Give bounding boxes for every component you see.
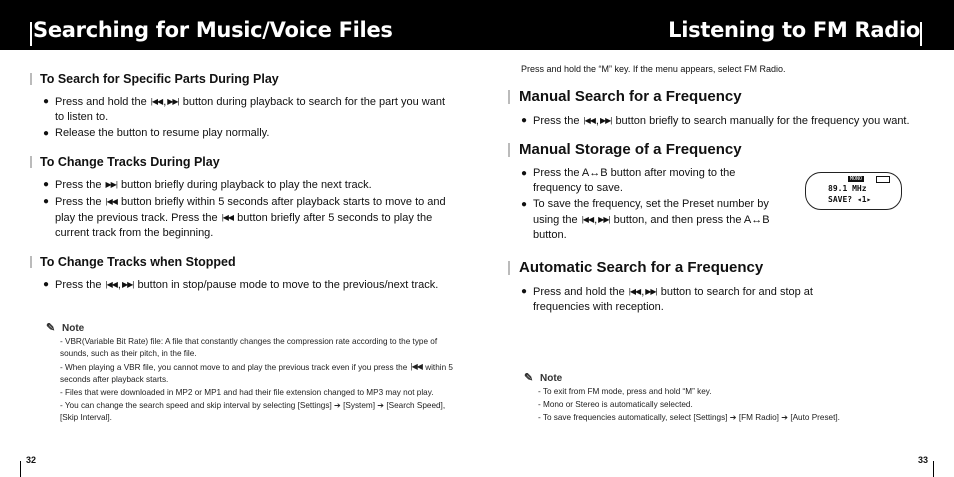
page-number-left: 32 bbox=[26, 455, 37, 465]
section-title-search-parts: To Search for Specific Parts During Play bbox=[30, 72, 455, 86]
note-heading-left: ✎ Note bbox=[46, 322, 85, 334]
prev-track-icon: |◀◀ bbox=[221, 213, 234, 222]
page-number-right: 33 bbox=[918, 455, 929, 465]
page-edge-mark-right bbox=[933, 461, 934, 477]
page-header bbox=[0, 0, 954, 50]
section-title-auto-search: Automatic Search for a Frequency bbox=[508, 259, 928, 276]
prev-track-icon: |◀◀ bbox=[628, 287, 641, 296]
bullet-manual-search: ● Press the |◀◀,▶▶| button briefly to search manually for the frequency you want. bbox=[508, 113, 928, 129]
pencil-icon: ✎ bbox=[524, 372, 534, 384]
header-bar-right bbox=[920, 22, 922, 46]
next-track-icon: ▶▶| bbox=[167, 97, 179, 106]
bullet-storage-save: ● Press the A↔B button after moving to the frequency to save. bbox=[508, 166, 778, 196]
note-item: - To exit from FM mode, press and hold “M” key. bbox=[538, 387, 712, 396]
lcd-frequency: 89.1 MHz bbox=[828, 184, 867, 193]
prev-track-icon: |◀◀ bbox=[105, 197, 117, 206]
section-title-stopped: To Change Tracks when Stopped bbox=[30, 255, 455, 269]
prev-track-icon: |◀◀ bbox=[410, 362, 422, 371]
bullet-release: ● Release the button to resume play normally. bbox=[30, 126, 455, 141]
prev-track-icon: |◀◀ bbox=[105, 280, 117, 289]
prev-track-icon: |◀◀ bbox=[581, 215, 594, 224]
next-track-icon: ▶▶| bbox=[105, 180, 117, 189]
prev-track-icon: |◀◀ bbox=[150, 97, 163, 106]
note-list-right bbox=[538, 386, 928, 424]
note-item: - Files that were downloaded in MP2 or MP1 and had their file extension changed to MP3 may not play. bbox=[60, 388, 434, 397]
note-item: - VBR(Variable Bit Rate) file: A file that constantly changes the compression rate according to the type of sounds, such as their pitch, in the file. bbox=[60, 337, 438, 358]
mono-indicator: MONO bbox=[850, 176, 863, 182]
storage-bullets bbox=[508, 166, 778, 243]
battery-icon bbox=[876, 176, 890, 183]
right-page bbox=[508, 62, 928, 425]
next-track-icon: ▶▶| bbox=[121, 280, 134, 289]
note-item: - Mono or Stereo is automatically selected. bbox=[538, 400, 693, 409]
bullet-next-track: ● Press the ▶▶| button briefly during playback to play the next track. bbox=[30, 177, 455, 193]
intro-text: Press and hold the “M” key. If the menu appears, select FM Radio. bbox=[521, 64, 786, 74]
prev-track-icon: |◀◀ bbox=[583, 116, 595, 125]
lcd-display-illustration bbox=[805, 172, 902, 210]
left-page-title: Searching for Music/Voice Files bbox=[33, 18, 393, 42]
note-heading-right: ✎ Note bbox=[524, 372, 563, 384]
bullet-prev-track: ● Press the |◀◀ button briefly within 5 seconds after playback starts to move to and play the previous track. Press the |◀◀ button briefly after 5 seconds to play the current track from the beginning. bbox=[30, 194, 455, 241]
lcd-save-prompt: SAVE? ◂1▸ bbox=[828, 195, 872, 204]
page-edge-mark-left bbox=[20, 461, 21, 477]
header-bar-left bbox=[30, 22, 32, 46]
left-page bbox=[30, 62, 455, 425]
section-title-manual-search: Manual Search for a Frequency bbox=[508, 88, 928, 105]
section-title-change-tracks: To Change Tracks During Play bbox=[30, 155, 455, 169]
section-title-manual-storage: Manual Storage of a Frequency bbox=[508, 141, 928, 158]
bullet-stopped: ● Press the |◀◀,▶▶| button in stop/pause mode to move to the previous/next track. bbox=[30, 277, 455, 293]
bullet-search-hold: ● Press and hold the |◀◀,▶▶| button during playback to search for the part you want to listen to. bbox=[30, 94, 455, 125]
next-track-icon: ▶▶| bbox=[645, 287, 657, 296]
note-item: - To save frequencies automatically, select [Settings] ➔ [FM Radio] ➔ [Auto Preset]. bbox=[538, 413, 840, 422]
note-item: - You can change the search speed and skip interval by selecting [Settings] ➔ [System] ➔ [Search Speed], [Skip Interval]. bbox=[60, 401, 446, 422]
bullet-storage-preset: ● To save the frequency, set the Preset number by using the |◀◀,▶▶| button, and then press the A↔B button. bbox=[508, 197, 778, 243]
bullet-auto-search: ● Press and hold the |◀◀,▶▶| button to search for and stop at frequencies with reception. bbox=[508, 284, 833, 315]
note-list-left bbox=[60, 336, 455, 424]
right-page-title: Listening to FM Radio bbox=[668, 18, 920, 42]
note-item: - When playing a VBR file, you cannot move to and play the previous track even if you press the |◀◀ within 5 seconds after playback starts. bbox=[60, 362, 453, 384]
pencil-icon: ✎ bbox=[46, 322, 56, 334]
next-track-icon: ▶▶| bbox=[599, 116, 612, 125]
next-track-icon: ▶▶| bbox=[598, 215, 610, 224]
